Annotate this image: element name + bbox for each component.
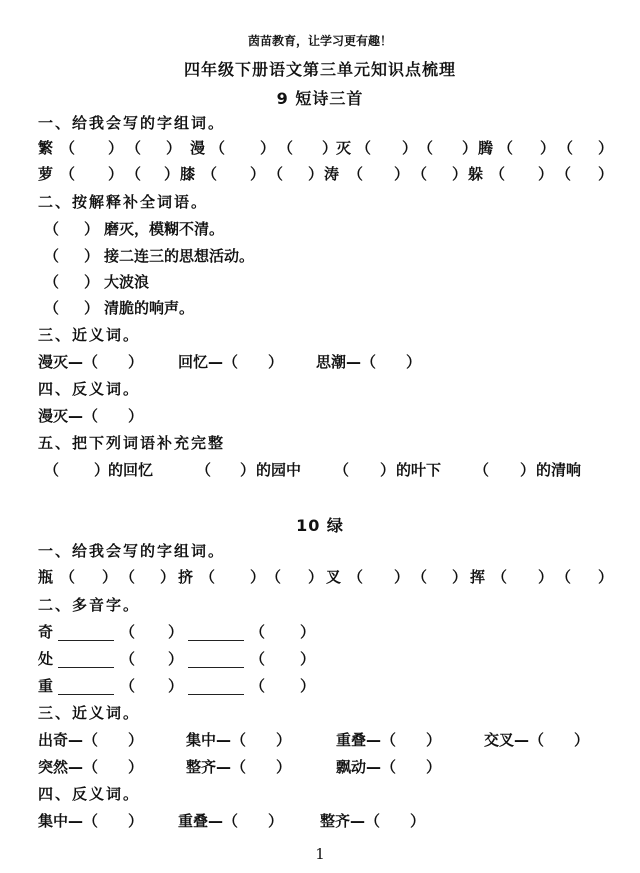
char: 灭 (336, 139, 352, 157)
answer-line[interactable] (58, 653, 114, 668)
antonym-item[interactable]: 整齐—（ ） (320, 812, 426, 830)
blank-paren[interactable]: （ (126, 165, 142, 183)
l10-s4-row (38, 810, 538, 830)
blank-paren[interactable]: （ (498, 139, 514, 157)
synonym-item[interactable]: 漫灭—（ ） (38, 353, 144, 371)
blank-paren[interactable]: （ (120, 650, 136, 668)
document-title: 四年级下册语文第三单元知识点梳理 (183, 60, 456, 79)
char: 萝 (38, 165, 54, 183)
blank-paren[interactable]: （ (278, 139, 294, 157)
l10-s2-row: 奇 （ ） （ ） (38, 623, 316, 641)
l10-s1-row1: 瓶 （ ） （ ） 挤 （ ） （ ） 叉 （ ） （ ） 挥 （ ） （ ） (38, 568, 614, 586)
blank-paren[interactable]: （ (202, 165, 218, 183)
synonym-item[interactable]: 出奇—（ ） (38, 731, 144, 749)
blank-paren[interactable]: （ (412, 165, 428, 183)
l10-s4-heading: 四、反义词。 (38, 785, 141, 803)
blank-paren[interactable]: （ (44, 247, 60, 265)
blank-paren[interactable]: （ (44, 299, 60, 317)
l9-s4-heading: 四、反义词。 (38, 380, 141, 398)
answer-line[interactable] (188, 653, 244, 668)
l10-s3-row2 (38, 756, 618, 776)
blank-paren[interactable]: （ (266, 568, 282, 586)
blank-paren[interactable]: （ (250, 650, 266, 668)
l9-s5-heading: 五、把下列词语补充完整 (38, 434, 226, 452)
blank-paren[interactable]: （ (196, 461, 212, 479)
blank-paren[interactable]: （ (250, 677, 266, 695)
synonym-item[interactable]: 回忆—（ ） (178, 353, 284, 371)
blank-paren[interactable]: （ (418, 139, 434, 157)
synonym-item[interactable]: 思潮—（ ） (316, 353, 422, 371)
l9-s3-heading: 三、近义词。 (38, 326, 141, 344)
char: 腾 (478, 139, 494, 157)
l9-s2-item: （ ） 磨灭，模糊不清。 (44, 220, 225, 238)
blank-paren[interactable]: （ (120, 623, 136, 641)
blank-paren[interactable]: （ (44, 220, 60, 238)
char: 挥 (470, 568, 486, 586)
blank-paren[interactable]: （ (334, 461, 350, 479)
blank-paren[interactable]: （ (250, 623, 266, 641)
lesson-9-title: 9 短诗三首 (276, 89, 364, 108)
blank-paren[interactable]: （ (356, 139, 372, 157)
synonym-item[interactable]: 飘动—（ ） (336, 758, 442, 776)
blank-paren[interactable]: （ (44, 273, 60, 291)
l9-s2-item: （ ） 清脆的响声。 (44, 299, 195, 317)
l9-s3-row (38, 351, 538, 371)
blank-paren[interactable]: （ (492, 568, 508, 586)
l9-s2-heading: 二、按解释补全词语。 (38, 193, 209, 211)
blank-paren[interactable]: （ (556, 165, 572, 183)
blank-paren[interactable]: （ (412, 568, 428, 586)
answer-line[interactable] (58, 626, 114, 641)
l10-s2-row: 处 （ ） （ ） (38, 650, 316, 668)
blank-paren[interactable]: （ (120, 677, 136, 695)
l9-s4-row (38, 405, 338, 425)
blank-paren[interactable]: （ (348, 568, 364, 586)
synonym-item[interactable]: 交叉—（ ） (484, 731, 590, 749)
blank-paren[interactable]: （ (60, 139, 76, 157)
blank-paren[interactable]: （ (558, 139, 574, 157)
blank-paren[interactable]: （ (268, 165, 284, 183)
antonym-item[interactable]: 漫灭—（ ） (38, 407, 144, 425)
answer-line[interactable] (188, 680, 244, 695)
blank-paren[interactable]: （ (44, 461, 60, 479)
answer-line[interactable] (58, 680, 114, 695)
answer-line[interactable] (188, 626, 244, 641)
l9-s1-row1: 繁 （ ） （ ） 漫 （ ） （ ） 灭 （ ） （ ） 腾 （ ） （ ） (38, 139, 614, 157)
l10-s3-row1 (38, 729, 618, 749)
l10-s2-heading: 二、多音字。 (38, 596, 141, 614)
l9-s5-row: （ ） 的回忆 （ ） 的园中 （ ） 的叶下 （ ） 的清响 (44, 461, 582, 479)
antonym-item[interactable]: 集中—（ ） (38, 812, 144, 830)
header-tagline: 茵苗教育，让学习更有趣！ (247, 34, 392, 48)
l10-s2-row: 重 （ ） （ ） (38, 677, 316, 695)
blank-paren[interactable]: （ (126, 139, 142, 157)
char: 膝 (180, 165, 196, 183)
blank-paren[interactable]: （ (490, 165, 506, 183)
blank-paren[interactable]: （ (120, 568, 136, 586)
blank-paren[interactable]: （ (60, 165, 76, 183)
char: 瓶 (38, 568, 54, 586)
synonym-item[interactable]: 重叠—（ ） (336, 731, 442, 749)
blank-paren[interactable]: （ (60, 568, 76, 586)
l9-s1-heading: 一、给我会写的字组词。 (38, 114, 226, 132)
synonym-item[interactable]: 突然—（ ） (38, 758, 144, 776)
synonym-item[interactable]: 集中—（ ） (186, 731, 292, 749)
char: 漫 (190, 139, 206, 157)
blank-paren[interactable]: （ (556, 568, 572, 586)
char: 繁 (38, 139, 54, 157)
blank-paren[interactable]: （ (200, 568, 216, 586)
char: 躲 (468, 165, 484, 183)
synonym-item[interactable]: 整齐—（ ） (186, 758, 292, 776)
l10-s1-heading: 一、给我会写的字组词。 (38, 542, 226, 560)
page-number: 1 (315, 845, 325, 863)
antonym-item[interactable]: 重叠—（ ） (178, 812, 284, 830)
char: 涛 (324, 165, 340, 183)
lesson-10-title: 10 绿 (296, 516, 344, 535)
l9-s1-row2: 萝 （ ） （ ） 膝 （ ） （ ） 涛 （ ） （ ） 躲 （ ） （ ） (38, 165, 614, 183)
blank-paren[interactable]: （ (474, 461, 490, 479)
char: 叉 (326, 568, 342, 586)
blank-paren[interactable]: （ (348, 165, 364, 183)
blank-paren[interactable]: （ (210, 139, 226, 157)
l9-s2-item: （ ） 大波浪 (44, 273, 150, 291)
char: 挤 (178, 568, 194, 586)
l10-s3-heading: 三、近义词。 (38, 704, 141, 722)
l9-s2-item: （ ） 接二连三的思想活动。 (44, 247, 255, 265)
